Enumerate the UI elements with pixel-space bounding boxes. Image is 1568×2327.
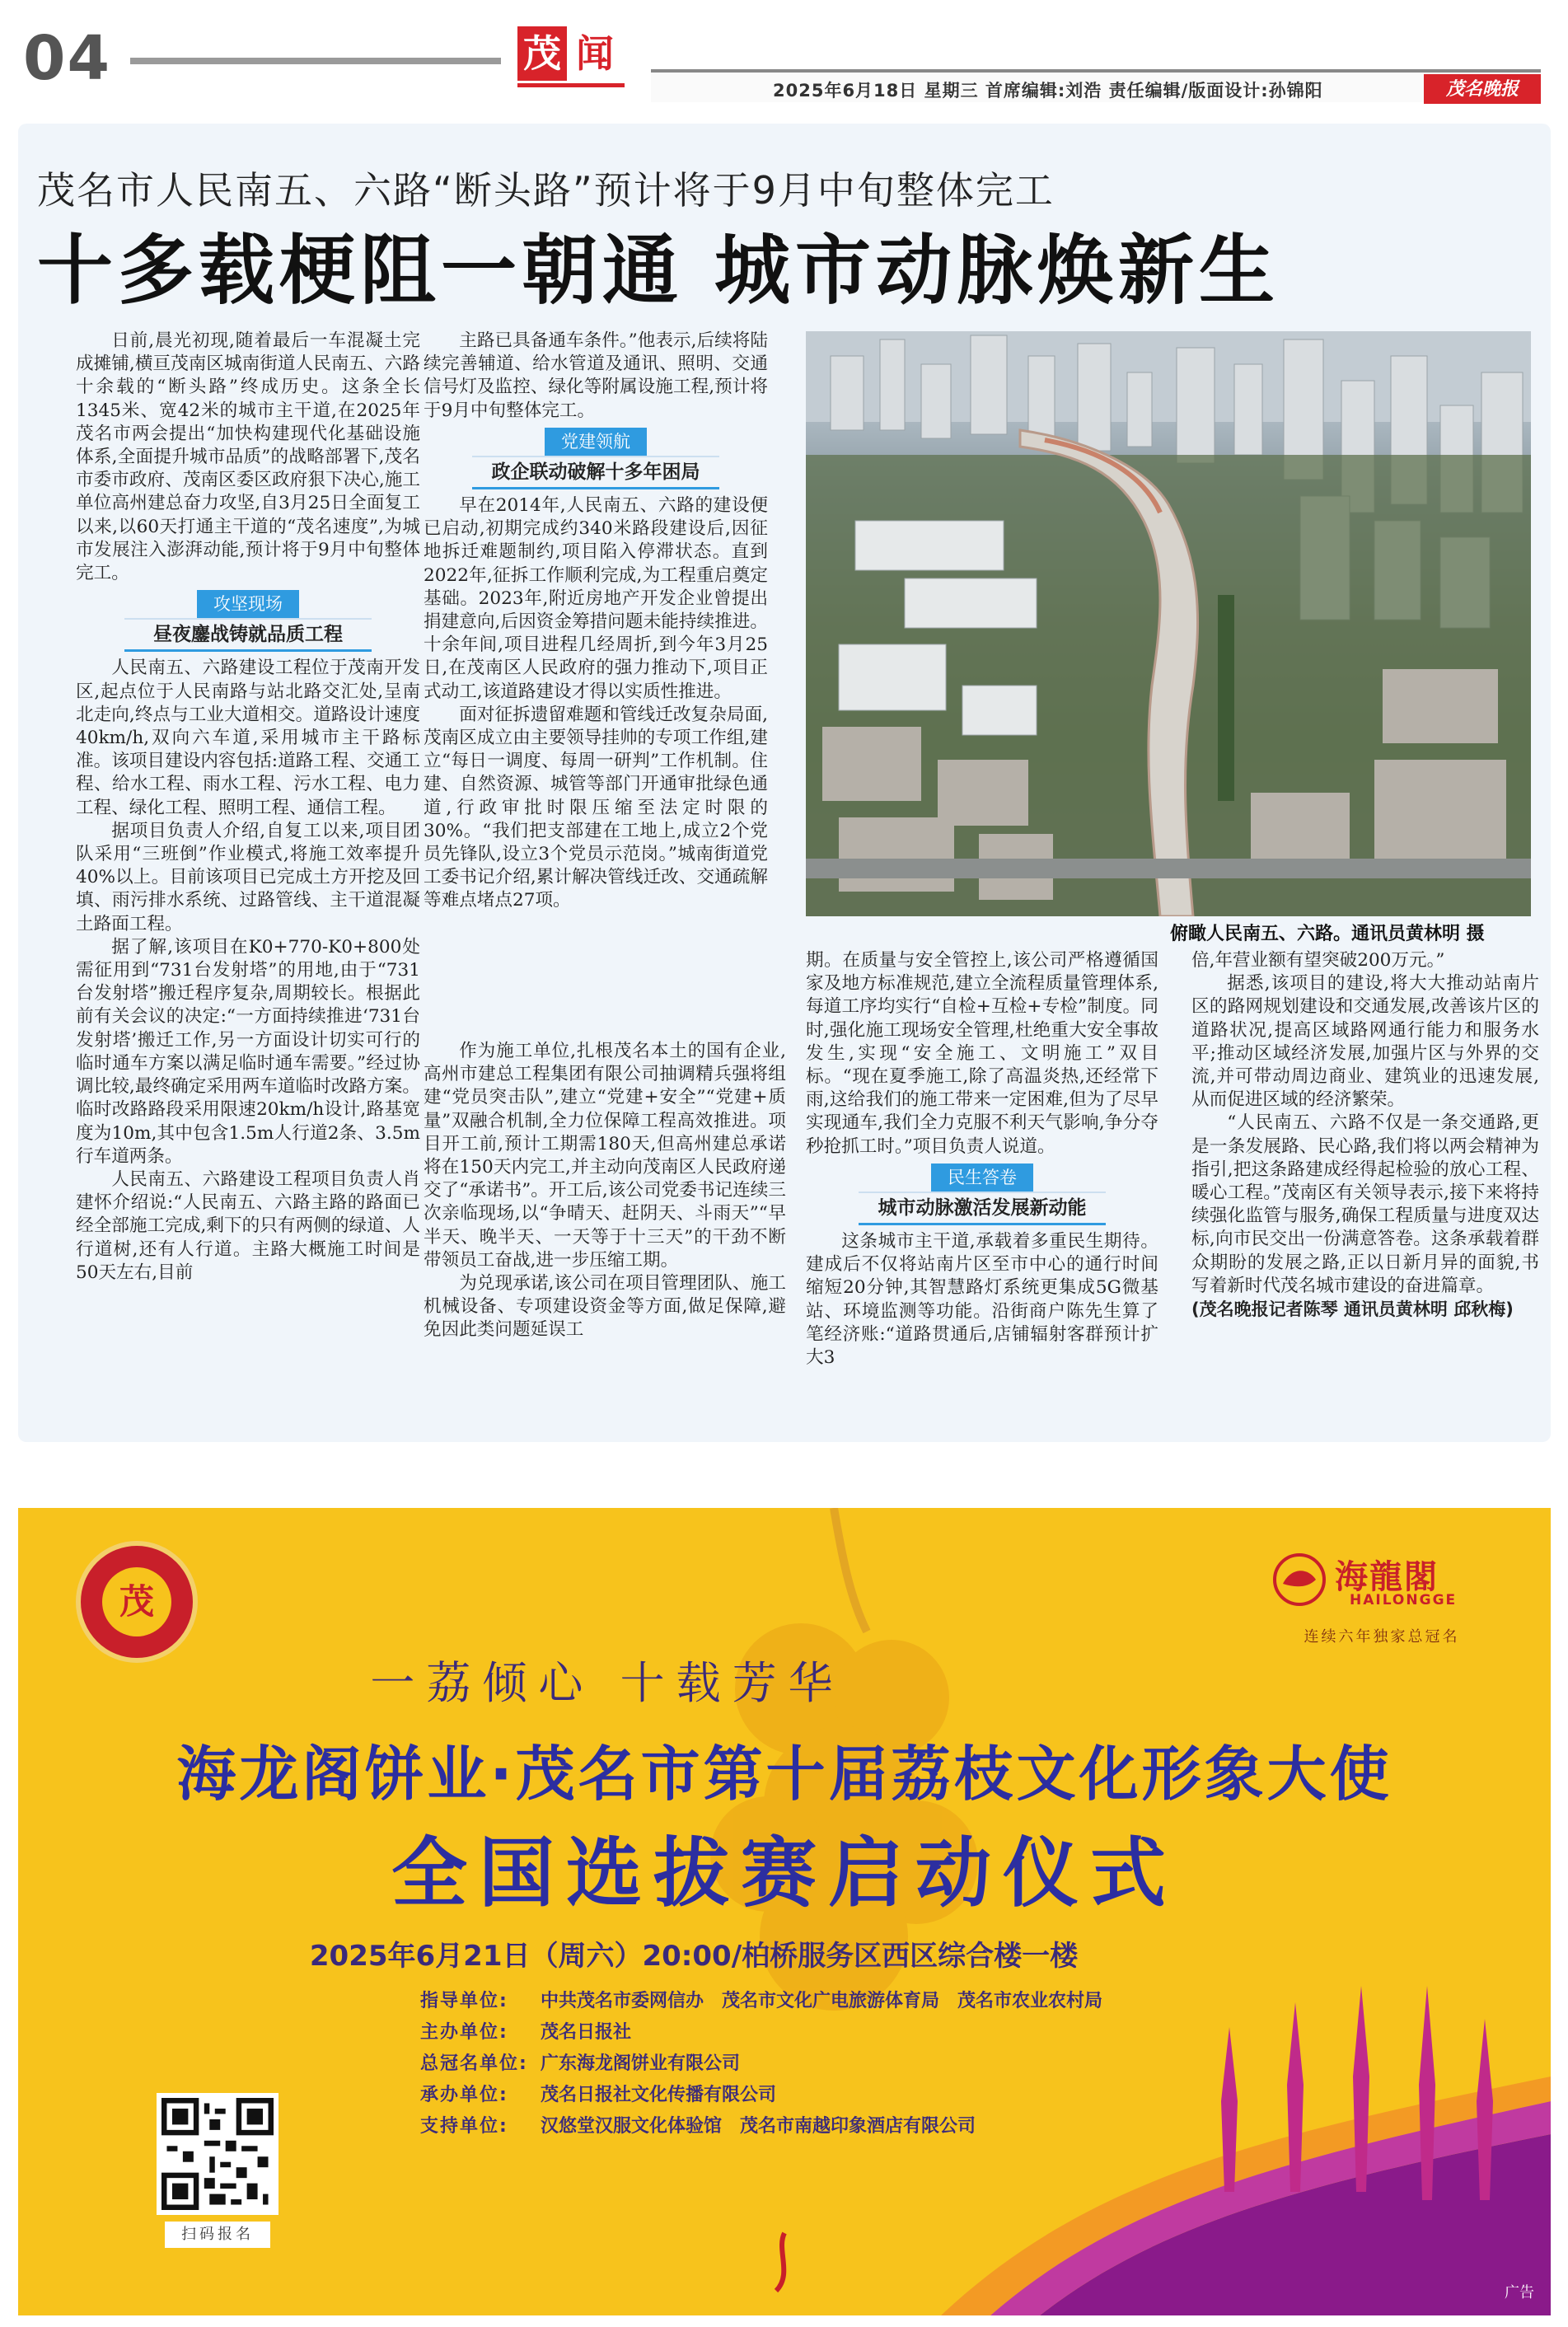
page-number: 04 [23, 23, 111, 94]
photo-caption: 俯瞰人民南五、六路。通讯员黄林明 摄 [1170, 924, 1485, 944]
organizer-row [420, 2080, 1244, 2111]
paragraph: 这条城市主干道,承载着多重民生期待。建成后不仅将站南片区至市中心的通行时间缩短20分钟,其智慧路灯系统更集成5G微基站、环境监测等功能。沿街商户陈先生算了笔经济账:“道路贯通后,店铺辐射客群预计扩大3 [806, 1231, 1158, 1369]
issue-info-bar [651, 69, 1541, 102]
article-headline: 十多载梗阻一朝通 城市动脉焕新生 [37, 227, 1280, 315]
aerial-road-photo [806, 331, 1531, 916]
section-tag-party: 党建领航 [545, 428, 647, 456]
section-tag-attack: 攻坚现场 [197, 590, 299, 618]
paragraph: 日前,晨光初现,随着最后一车混凝土完成摊铺,横亘茂南区城南街道人民南五、六路十余载的“断头路”终成历史。这条全长1345米、宽42米的城市主干道,在2025年茂名市两会提出“加快构建现代化基础设施体系,全面提升城市品质”的战略部署下,茂名市委市政府、茂南区委区政府狠下决心,施工单位高州建总奋力攻坚,自3月25日全面复工以来,以60天打通主干道的“茂名速度”,为城市发展注入澎湃动能,预计将于9月中旬整体完工。 [76, 330, 420, 584]
issue-info: 2025年6月18日 星期三 首席编辑:刘浩 责任编辑/版面设计:孙锦阳 [773, 81, 1323, 101]
organizer-value: 广东海龙阁饼业有限公司 [541, 2053, 741, 2074]
event-logo [76, 1541, 198, 1663]
organizer-row [420, 1986, 1244, 2017]
dragon-icon [1271, 1551, 1328, 1608]
organizer-value: 汉悠堂汉服文化体验馆 茂名市南越印象酒店有限公司 [541, 2116, 976, 2137]
ad-slogan: 一荔倾心 十载芳华 [370, 1657, 845, 1709]
ad-title: 海龙阁饼业·茂名市第十届荔枝文化形象大使 [176, 1739, 1392, 1809]
organizer-row [420, 2048, 1244, 2080]
organizer-label: 总冠名单位: [420, 2053, 528, 2074]
organizer-label: 承办单位: [420, 2085, 508, 2105]
ad-label: 广告 [1505, 2284, 1534, 2301]
sponsor-slogan: 连续六年独家总冠名 [1304, 1628, 1460, 1646]
section-tag [517, 26, 625, 87]
organizer-row [420, 2111, 1244, 2142]
paragraph: 据了解,该项目在K0+770-K0+800处需征用到“731台发射塔”的用地,由于“731台发射塔”搬迁程序复杂,周期较长。根据此前有关会议的决定:“一方面持续推进‘731台发射塔’搬迁工作,另一方面设计切实可行的临时通车方案以满足临时通车需要。”经过协调比较,最终确定采用两车道临时改路方案。临时改路路段采用限速20km/h设计,路基宽度为10m,其中包含1.5m人行道2条、3.5m行车道两条。 [76, 936, 420, 1167]
organizer-value: 茂名日报社 [541, 2022, 632, 2043]
organizer-value: 中共茂名市委网信办 茂名市文化广电旅游体育局 茂名市农业农村局 [541, 1991, 1103, 2011]
registration-qr-code[interactable] [157, 2093, 278, 2215]
qr-code-label: 扫码报名 [165, 2222, 270, 2248]
section-tag-livelihood: 民生答卷 [931, 1164, 1033, 1192]
paragraph: 早在2014年,人民南五、六路的建设便已启动,初期完成约340米路段建设后,因征地拆迁难题制约,项目陷入停滞状态。直到2022年,征拆工作顺利完成,为工程重启奠定基础。2023年,附近房地产开发企业曾提出捐建意向,后因资金筹措问题未能持续推进。十余年间,项目进程几经周折,到今年3月25日,在茂南区人民政府的强力推动下,项目正式动工,该道路建设才得以实质性推进。 [424, 495, 768, 702]
paragraph: 人民南五、六路建设工程位于茂南开发区,起点位于人民南路与站北路交汇处,呈南北走向,终点与工业大道相交。道路设计速度40km/h,双向六车道,采用城市主干路标准。该项目建设内容包括:道路工程、交通工程、给水工程、雨水工程、污水工程、电力工程、绿化工程、照明工程、通信工程。 [76, 658, 420, 818]
aerial-photo-illustration [806, 331, 1531, 916]
paragraph: 期。在质量与安全管控上,该公司严格遵循国家及地方标准规范,建立全流程质量管理体系,每道工序均实行“自检+互检+专检”制度。同时,强化施工现场安全管理,杜绝重大安全事故发生,实现“安全施工、文明施工”双目标。“现在夏季施工,除了高温炎热,还经常下雨,这给我们的施工带来一定困难,但为了尽早实现通车,我们全力克服不利天气影响,争分夺秒抢抓工时。”项目负责人说道。 [806, 950, 1158, 1157]
sponsor-name: 海龍閣 [1335, 1558, 1439, 1596]
subhead-cooperation: 政企联动破解十多年困局 [472, 456, 719, 489]
sponsor-name-en: HAILONGGE [1350, 1592, 1458, 1608]
ad-title-main: 全国选拔赛启动仪式 [391, 1829, 1177, 1917]
lychee-event-advertisement [18, 1508, 1551, 2315]
sponsor-brand [1271, 1551, 1493, 1658]
article-column-4 [1191, 949, 1539, 1452]
article-column-1 [76, 330, 420, 1458]
subhead-quality: 昼夜鏖战铸就品质工程 [124, 618, 372, 652]
reporter-credit: (茂名晚报记者陈琴 通讯员黄林明 邱秋梅) [1191, 1299, 1514, 1320]
organizer-value: 茂名日报社文化传播有限公司 [541, 2085, 777, 2105]
event-logo-mark: 茂 [102, 1567, 171, 1636]
subhead-development: 城市动脉激活发展新动能 [859, 1192, 1106, 1225]
masthead [0, 0, 1568, 115]
organizer-label: 支持单位: [420, 2116, 508, 2137]
article-column-2-lower [424, 1040, 786, 1452]
section-char-1: 茂 [517, 26, 567, 81]
paragraph: 作为施工单位,扎根茂名本土的国有企业,高州市建总工程集团有限公司抽调精兵强将组建“党员突击队”,建立“党建+安全”“党建+质量”双融合机制,全力位保障工程高效推进。项目开工前,预计工期需180天,但高州建总承诺将在150天内完工,并主动向茂南区人民政府递交了“承诺书”。开工后,该公司党委书记连续三次亲临现场,以“争晴天、赶阴天、斗雨天”“早半天、晚半天、一天等于十三天”的干劲不断带领员工奋战,进一步压缩工期。 [424, 1041, 786, 1271]
paragraph: 据悉,该项目的建设,将大大推动站南片区的路网规划建设和交通发展,改善该片区的道路状况,提高区域路网通行能力和服务水平;推动区域经济发展,加强片区与外界的交流,并可带动周边商业、建筑业的迅速发展,从而促进区域的经济繁荣。 [1191, 973, 1539, 1111]
organizer-list [420, 1986, 1244, 2142]
organizer-label: 指导单位: [420, 1991, 508, 2011]
event-date-venue: 2025年6月21日（周六）20:00/柏桥服务区西区综合楼一楼 [309, 1940, 1079, 1973]
paragraph: “人民南五、六路不仅是一条交通路,更是一条发展路、民心路,我们将以两会精神为指引,把这条路建成经得起检验的放心工程、暖心工程。”茂南区有关领导表示,接下来将持续强化监管与服务,确保工程质量与进度双达标,向市民交出一份满意答卷。这条承载着群众期盼的发展之路,正以日新月异的面貌,书写着新时代茂名城市建设的奋进篇章。 [1191, 1112, 1539, 1296]
newspaper-brand: 茂名晚报 [1424, 74, 1541, 104]
section-char-2: 闻 [576, 31, 614, 76]
organizer-label: 主办单位: [420, 2022, 508, 2043]
paragraph: 倍,年营业额有望突破200万元。” [1191, 950, 1445, 971]
article-subtitle: 茂名市人民南五、六路“断头路”预计将于9月中旬整体完工 [37, 168, 1055, 213]
paragraph: 据项目负责人介绍,自复工以来,项目团队采用“三班倒”作业模式,将施工效率提升40%以上。目前该项目已完成土方开挖及回填、雨污排水系统、过路管线、主干道混凝土路面工程。 [76, 820, 420, 934]
qr-code-icon [161, 2098, 274, 2210]
paragraph: 面对征拆遗留难题和管线迁改复杂局面,茂南区成立由主要领导挂帅的专项工作组,建立“每日一调度、每周一研判”工作机制。住建、自然资源、城管等部门开通审批绿色通道,行政审批时限压缩至法定时限的30%。“我们把支部建在工地上,成立2个党员先锋队,设立3个党员示范岗。”城南街道党工委书记介绍,累计解决管线迁改、交通疏解等难点堵点27项。 [424, 704, 768, 911]
paragraph: 主路已具备通车条件。”他表示,后续将陆续完善辅道、给水管道及通讯、照明、交通信号灯及监控、绿化等附属设施工程,预计将于9月中旬整体完工。 [424, 330, 768, 421]
paragraph: 人民南五、六路建设工程项目负责人肖建怀介绍说:“人民南五、六路主路的路面已经全部施工完成,剩下的只有两侧的绿道、人行道树,还有人行道。主路大概施工时间是50天左右,目前 [76, 1168, 420, 1283]
organizer-row [420, 2017, 1244, 2048]
article-column-2 [424, 330, 768, 989]
masthead-divider [130, 58, 501, 64]
article-column-3 [806, 949, 1158, 1452]
paragraph: 为兑现承诺,该公司在项目管理团队、施工机械设备、专项建设资金等方面,做足保障,避免因此类问题延误工 [424, 1273, 786, 1341]
